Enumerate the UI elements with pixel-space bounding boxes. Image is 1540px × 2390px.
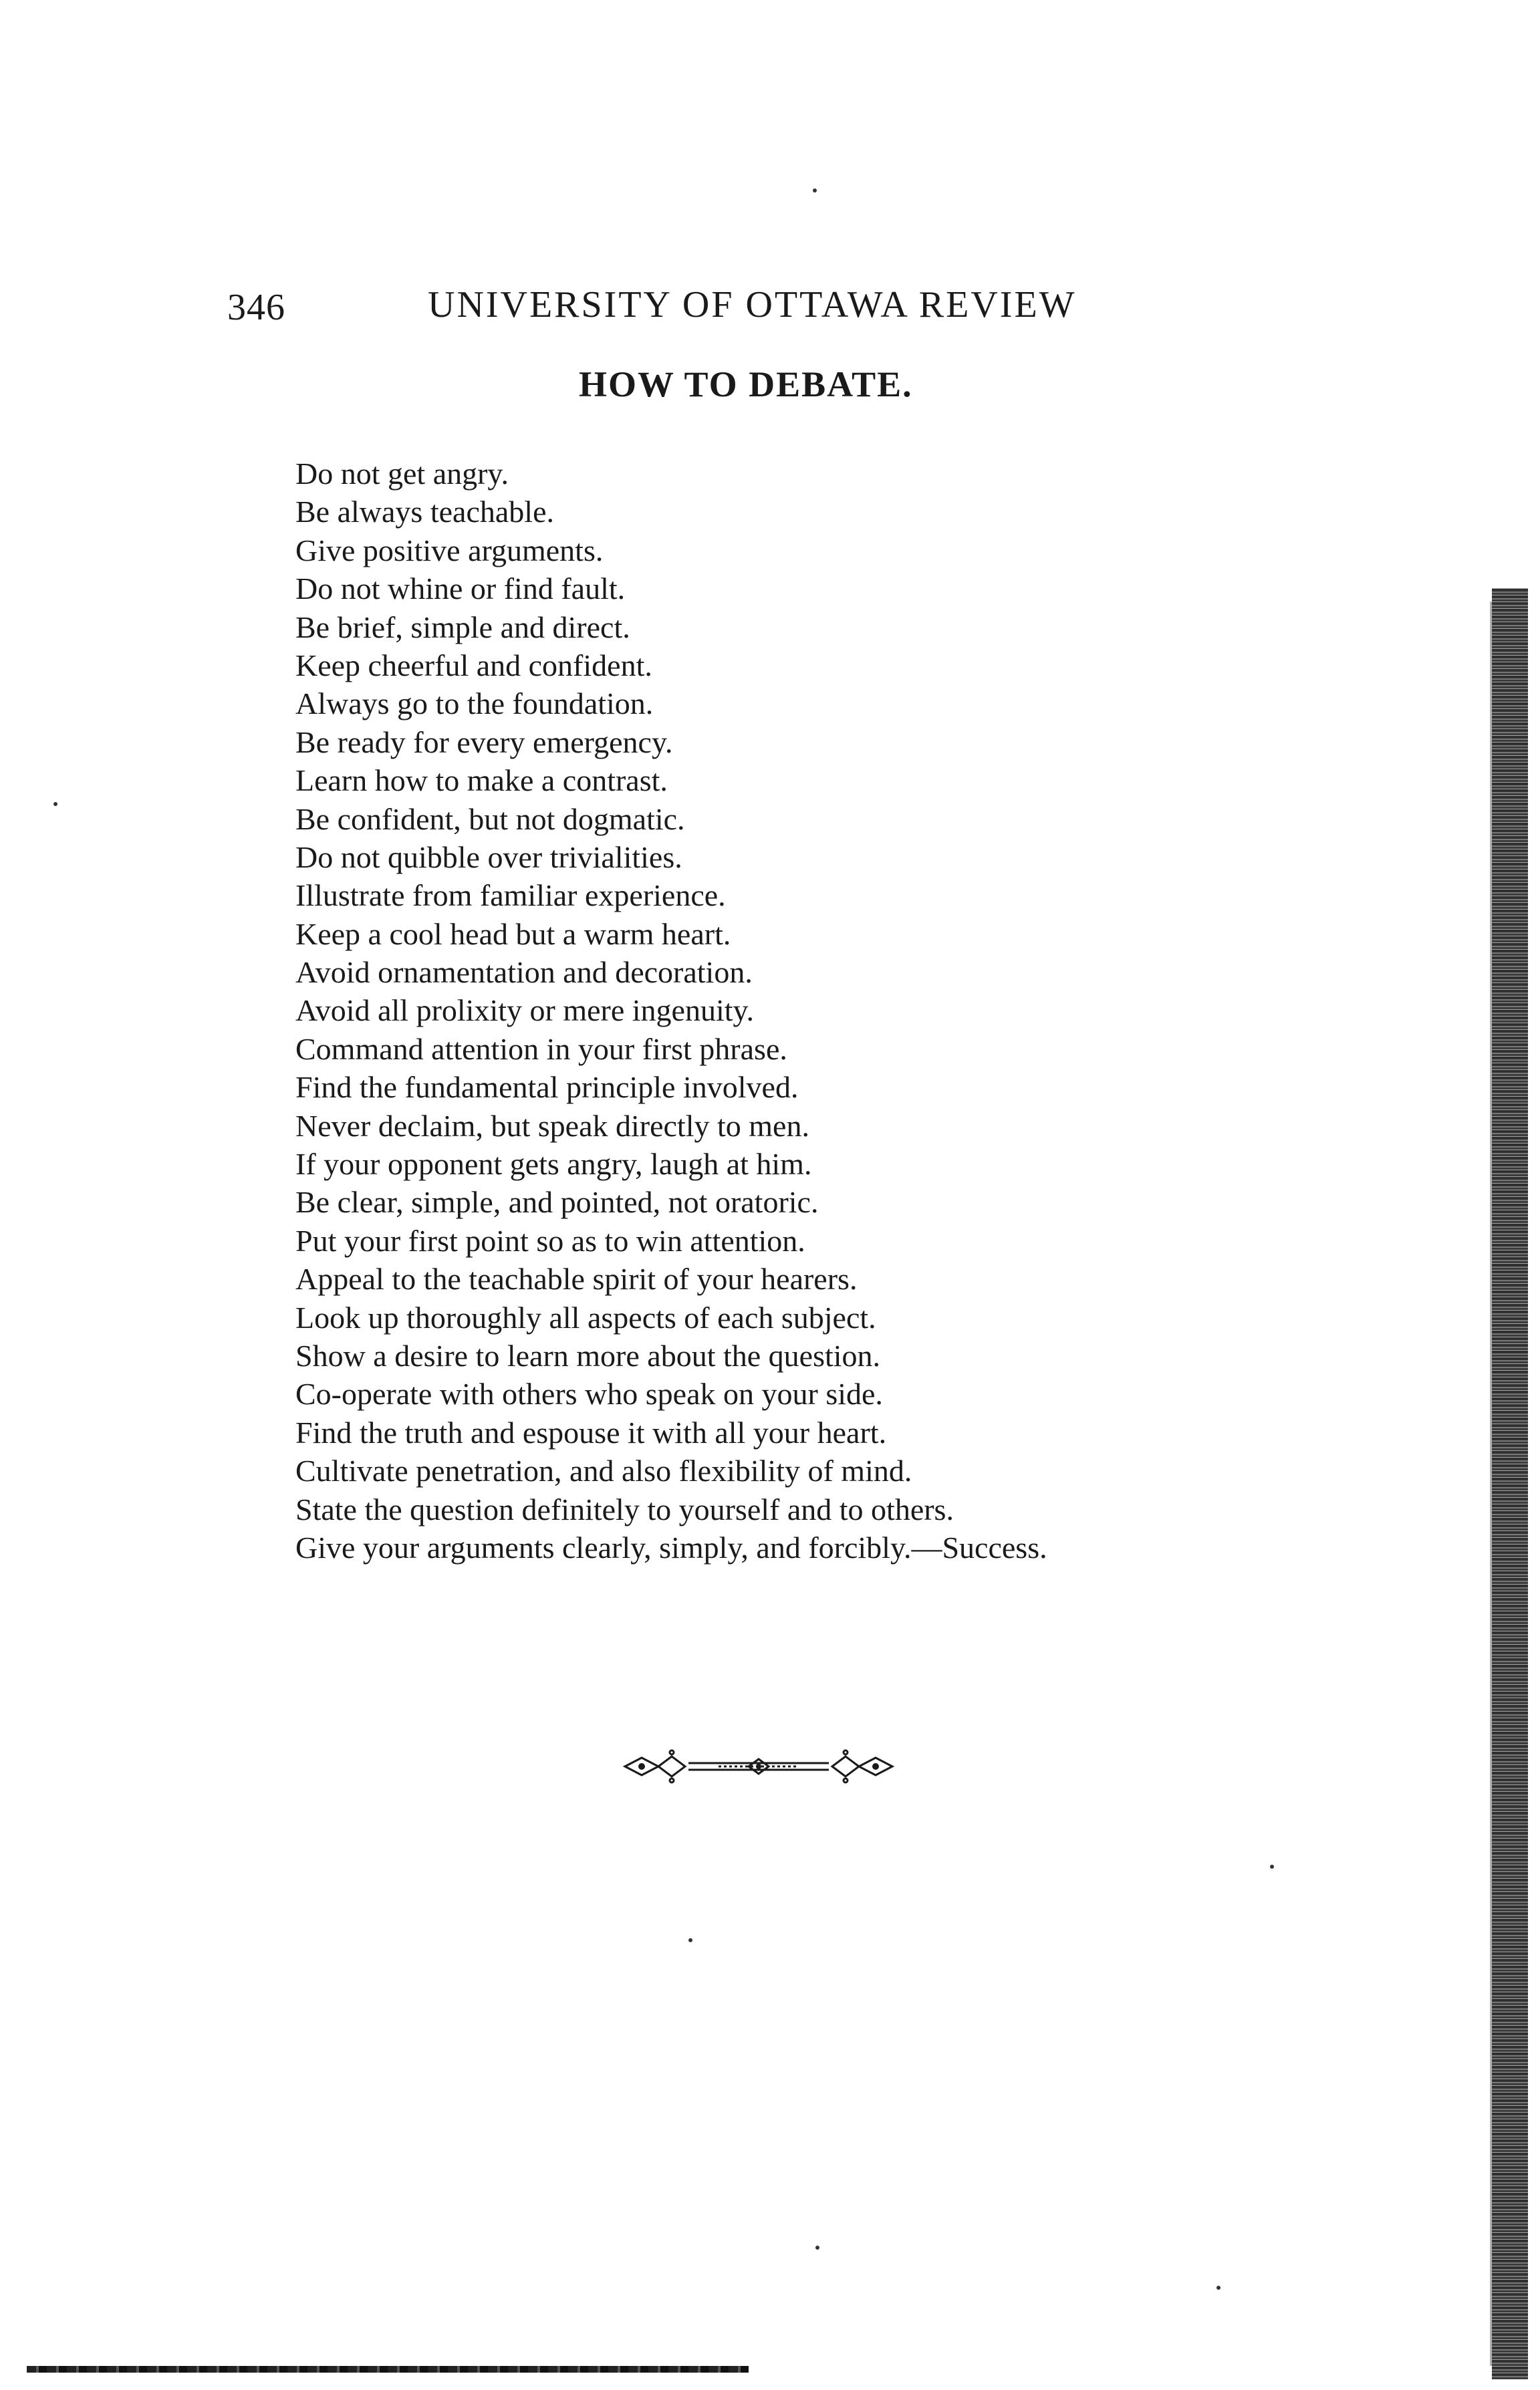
maxim-line: Find the truth and espouse it with all your heart. bbox=[295, 1415, 887, 1450]
maxim-line: Do not quibble over trivialities. bbox=[295, 839, 682, 874]
maxim-line: Appeal to the teachable spirit of your hearers. bbox=[295, 1262, 858, 1297]
maxim-line: Command attention in your first phrase. bbox=[295, 1031, 787, 1066]
maxim-line: Do not get angry. bbox=[295, 456, 509, 491]
scan-bottom-edge bbox=[27, 2366, 749, 2373]
maxim-line: Be clear, simple, and pointed, not oratoric. bbox=[295, 1185, 819, 1220]
article-title: HOW TO DEBATE. bbox=[579, 364, 913, 404]
scan-speck bbox=[813, 188, 817, 192]
page-number: 346 bbox=[227, 287, 285, 328]
maxim-line: Find the fundamental principle involved. bbox=[295, 1070, 799, 1105]
maxim-line: Never declaim, but speak directly to men. bbox=[295, 1108, 809, 1143]
scan-speck bbox=[688, 1938, 692, 1942]
maxim-line: Illustrate from familiar experience. bbox=[295, 878, 726, 913]
maxim-line: Give your arguments clearly, simply, and forcibly.—Success. bbox=[295, 1530, 1047, 1565]
scan-edge-line bbox=[1490, 602, 1492, 2366]
decorative-flourish-icon bbox=[618, 1743, 899, 1790]
maxim-line: Co-operate with others who speak on your side. bbox=[295, 1377, 883, 1412]
running-head: UNIVERSITY OF OTTAWA REVIEW bbox=[428, 284, 1077, 325]
maxim-line: Show a desire to learn more about the question. bbox=[295, 1338, 881, 1373]
maxim-line: Keep cheerful and confident. bbox=[295, 648, 652, 682]
maxim-line: State the question definitely to yourself and to others. bbox=[295, 1492, 954, 1526]
maxim-line: If your opponent gets angry, laugh at him. bbox=[295, 1147, 812, 1182]
maxim-line: Avoid all prolixity or mere ingenuity. bbox=[295, 993, 755, 1028]
maxim-line: Put your first point so as to win attention. bbox=[295, 1223, 805, 1258]
maxim-line: Avoid ornamentation and decoration. bbox=[295, 955, 753, 990]
maxim-line: Be always teachable. bbox=[295, 495, 554, 529]
maxim-line: Give positive arguments. bbox=[295, 533, 604, 567]
scan-edge-border bbox=[1492, 588, 1528, 2379]
maxim-line: Cultivate penetration, and also flexibility of mind. bbox=[295, 1454, 912, 1488]
maxim-line: Do not whine or find fault. bbox=[295, 571, 626, 606]
maxim-line: Be ready for every emergency. bbox=[295, 724, 673, 759]
scan-speck bbox=[1270, 1865, 1274, 1869]
maxim-line: Learn how to make a contrast. bbox=[295, 763, 668, 798]
scan-speck bbox=[53, 802, 57, 806]
maxim-line: Always go to the foundation. bbox=[295, 686, 654, 721]
maxim-line: Keep a cool head but a warm heart. bbox=[295, 916, 731, 951]
maxim-line: Be confident, but not dogmatic. bbox=[295, 801, 685, 836]
maxim-line: Look up thoroughly all aspects of each subject. bbox=[295, 1300, 876, 1335]
maxims-list bbox=[295, 454, 1047, 1567]
scan-speck bbox=[1216, 2286, 1221, 2290]
scan-speck bbox=[815, 2246, 819, 2250]
maxim-line: Be brief, simple and direct. bbox=[295, 610, 630, 644]
